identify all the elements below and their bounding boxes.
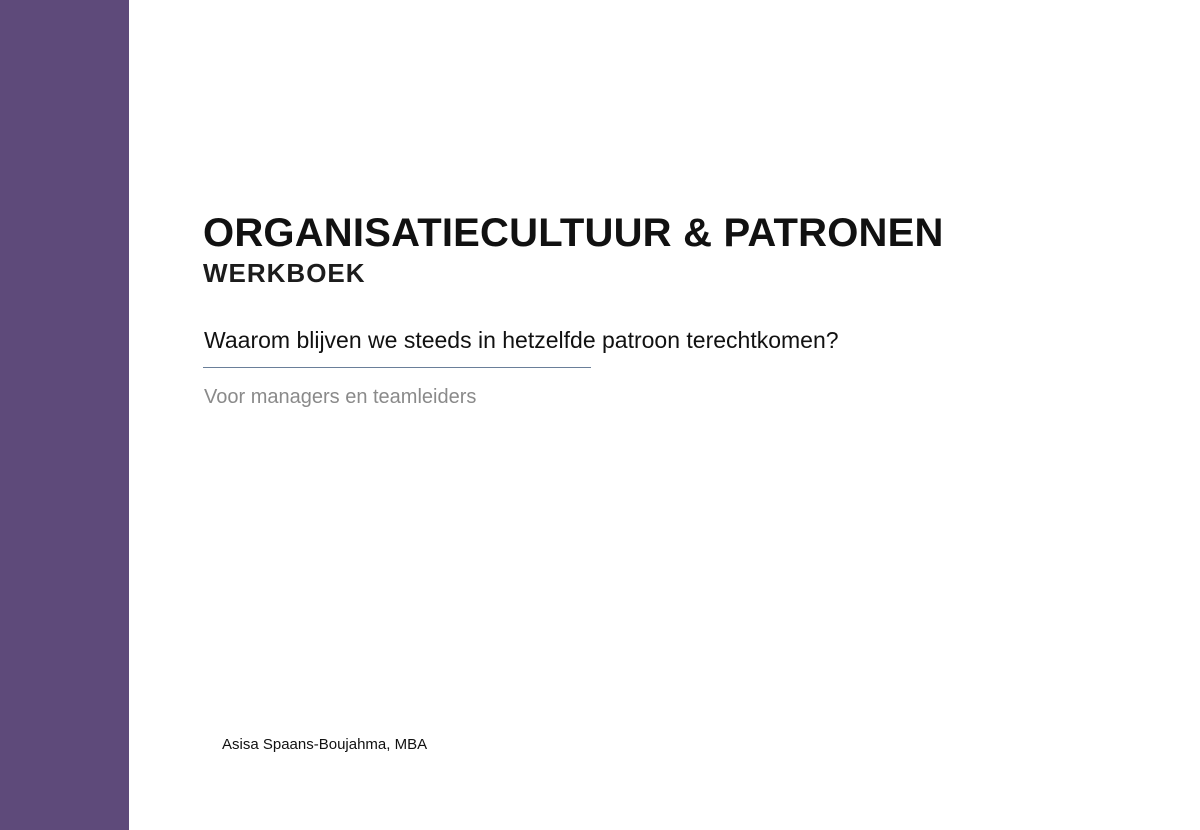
audience-text: Voor managers en teamleiders: [204, 386, 477, 408]
page-subtitle: WERKBOEK: [203, 258, 366, 288]
sidebar-accent-band: [0, 0, 129, 830]
divider-line: [203, 367, 591, 368]
page-title: ORGANISATIECULTUUR & PATRONEN: [203, 211, 944, 255]
author-name: Asisa Spaans-Boujahma, MBA: [222, 736, 428, 753]
cover-question: Waarom blijven we steeds in hetzelfde patroon terechtkomen?: [204, 327, 839, 353]
